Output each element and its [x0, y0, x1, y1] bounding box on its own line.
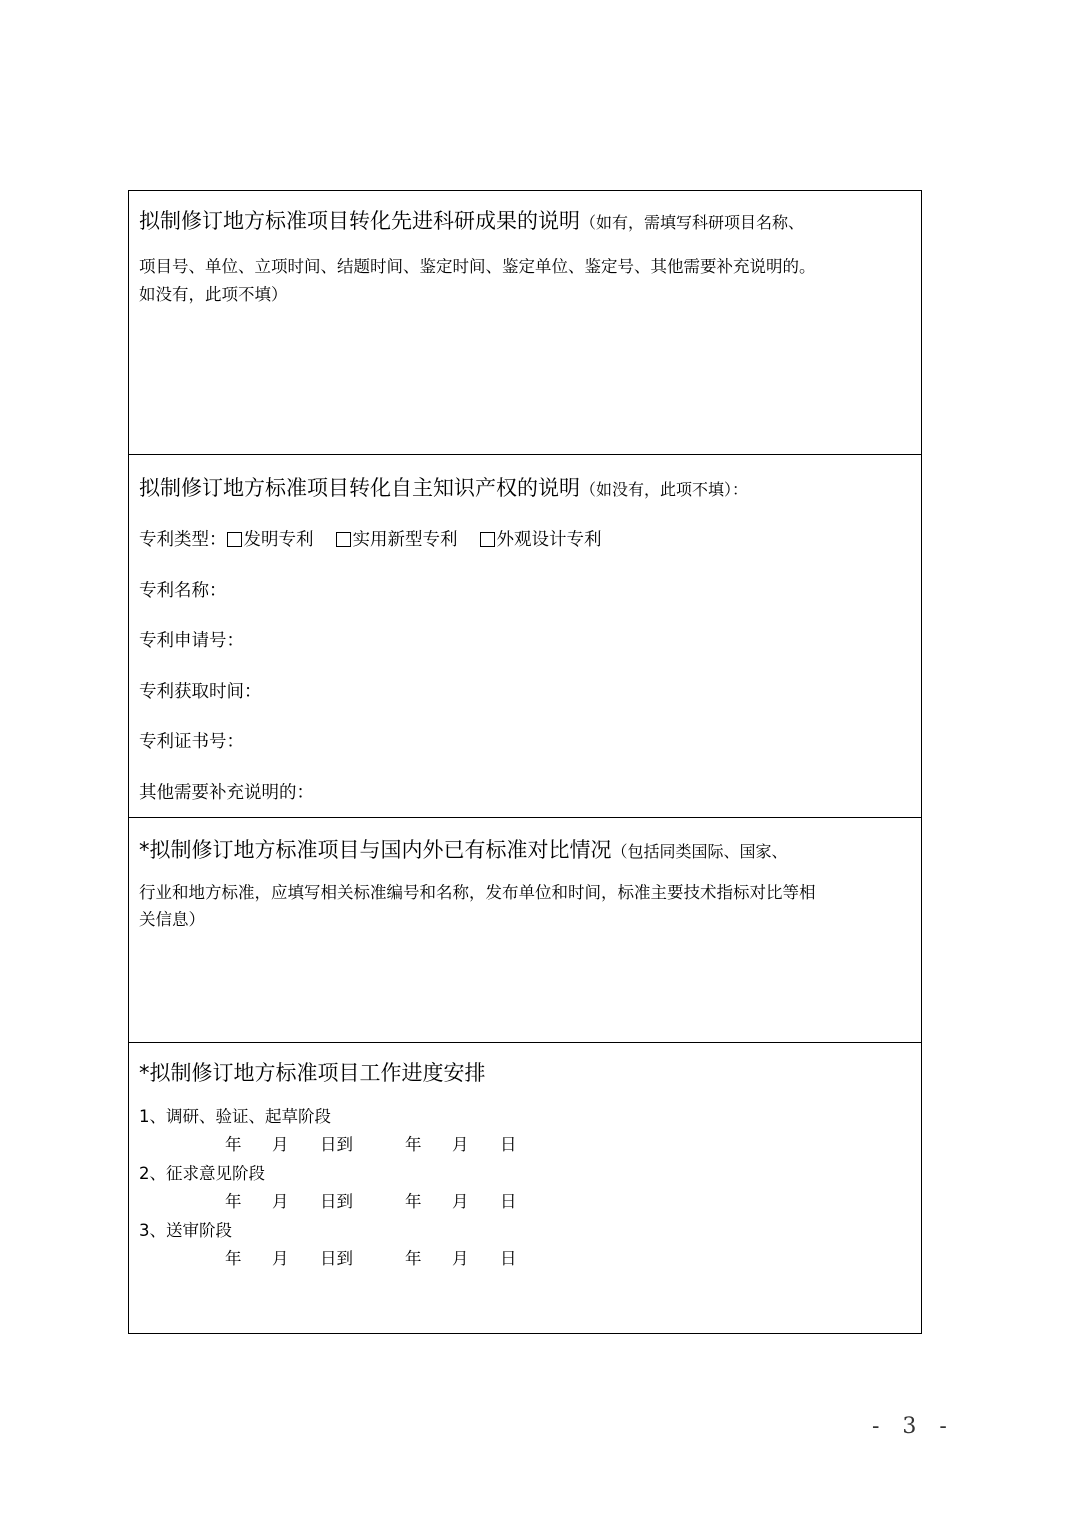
- certificate-no-field[interactable]: 专利证书号：: [139, 732, 244, 752]
- patent-name-field[interactable]: 专利名称：: [139, 581, 227, 601]
- form-table: [128, 190, 922, 1334]
- patent-option-utility[interactable]: 实用新型专利: [336, 526, 458, 551]
- application-no-field[interactable]: 专利申请号：: [139, 631, 244, 651]
- standards-comparison-heading: [139, 834, 915, 864]
- patent-option-design[interactable]: 外观设计专利: [480, 526, 602, 551]
- stage-2-label: 2、征求意见阶段: [139, 1164, 265, 1183]
- standards-comparison-note-line-2: 行业和地方标准，应填写相关标准编号和名称，发布单位和时间，标准主要技术指标对比等相: [139, 883, 816, 902]
- checkbox-icon[interactable]: [336, 532, 351, 547]
- research-results-note-line-2: 项目号、单位、立项时间、结题时间、鉴定时间、鉴定单位、鉴定号、其他需要补充说明的。: [139, 257, 816, 276]
- patent-option-invention[interactable]: 发明专利: [227, 526, 314, 551]
- standards-comparison-note: （包括同类国际、国家、: [611, 842, 788, 861]
- ip-note: （如没有，此项不填）：: [580, 480, 749, 499]
- patent-type-label: 专利类型：: [139, 530, 227, 550]
- research-results-title: 拟制修订地方标准项目转化先进科研成果的说明: [139, 209, 580, 233]
- research-results-note-line-3: 如没有，此项不填）: [139, 285, 288, 304]
- stage-3-label: 3、送审阶段: [139, 1221, 232, 1240]
- research-results-heading: [139, 205, 915, 235]
- ip-section: [129, 454, 921, 817]
- schedule-title: *拟制修订地方标准项目工作进度安排: [139, 1061, 486, 1085]
- standards-comparison-section: [129, 817, 921, 1042]
- other-notes-field[interactable]: 其他需要补充说明的：: [139, 783, 314, 803]
- checkbox-icon[interactable]: [227, 532, 242, 547]
- patent-type-row: [139, 526, 915, 551]
- checkbox-icon[interactable]: [480, 532, 495, 547]
- page-number: - 3 -: [872, 1414, 955, 1439]
- research-results-note: （如有，需填写科研项目名称、: [580, 213, 805, 232]
- standards-comparison-title: *拟制修订地方标准项目与国内外已有标准对比情况: [139, 838, 612, 862]
- ip-heading: [139, 472, 915, 502]
- schedule-section: *拟制修订地方标准项目工作进度安排 1、调研、验证、起草阶段 年 月 日到 年 月 日 2、征求意见阶段 年 月 日到 年 月 日 3、送审阶段 年 月 日到 年 月 日: [129, 1042, 921, 1333]
- ip-title: 拟制修订地方标准项目转化自主知识产权的说明: [139, 476, 580, 500]
- research-results-section: [129, 191, 921, 454]
- stage-1-label: 1、调研、验证、起草阶段: [139, 1107, 331, 1126]
- obtained-time-field[interactable]: 专利获取时间：: [139, 682, 262, 702]
- standards-comparison-note-line-3: 关信息）: [139, 910, 205, 929]
